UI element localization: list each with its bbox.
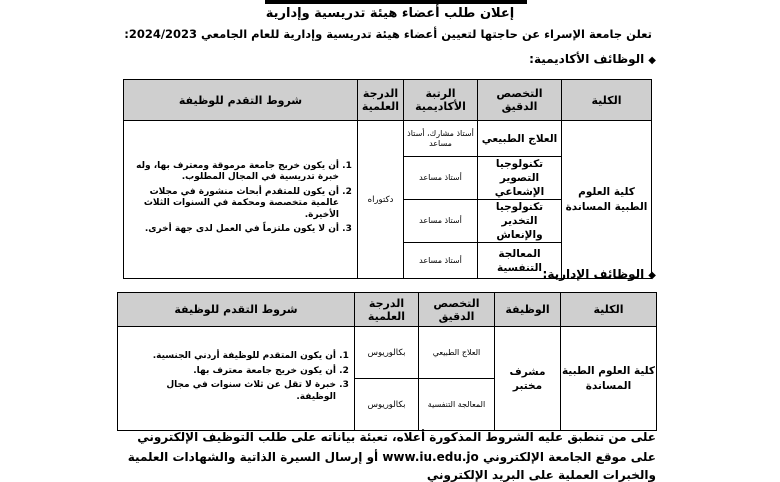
header-specialization: التخصص الدقيق [419, 293, 495, 327]
header-degree: الدرجة العلمية [355, 293, 419, 327]
header-specialization: التخصص الدقيق [478, 80, 562, 121]
specialization-cell: المعالجة التنفسية [419, 379, 495, 431]
closing-line: على موقع الجامعة الإلكتروني www.iu.edu.jo أو إرسال السيرة الذاتية والشهادات العلمية [127, 450, 656, 464]
college-cell: كلية العلوم الطبية المساندة [561, 327, 657, 431]
table-header-row [118, 293, 657, 327]
header-college: الكلية [562, 80, 652, 121]
rank-cell: أستاذ مساعد [404, 200, 478, 243]
rank-cell: أستاذ مساعد [404, 243, 478, 279]
job-cell: مشرف مختبر [495, 327, 561, 431]
admin-section-heading [543, 267, 656, 281]
specialization-cell: العلاج الطبيعي [419, 327, 495, 379]
closing-line: والخبرات العملية على البريد الإلكتروني [426, 468, 656, 482]
degree-cell: بكالوريوس [355, 379, 419, 431]
table-row [124, 121, 652, 157]
condition-item: 1. أن يكون خريج جامعة مرموقة ومعترف بها، وله خبرة تدريسية في المجال المطلوب. [130, 161, 339, 184]
condition-item: 3. أن لا يكون ملتزماً في العمل لدى جهة أخرى. [130, 224, 339, 236]
top-rule [265, 0, 527, 4]
conditions-list [118, 351, 354, 403]
academic-heading-label: الوظائف الأكاديمية: [529, 52, 645, 66]
header-college: الكلية [561, 293, 657, 327]
admin-heading-label: الوظائف الإدارية: [542, 267, 645, 281]
header-conditions: شروط التقدم للوظيفة [118, 293, 355, 327]
table-row [118, 327, 657, 379]
closing-line: على من تنطبق عليه الشروط المذكورة أعلاه، تعبئة بياناته على طلب التوظيف الإلكتروني [137, 430, 656, 444]
degree-cell: دكتوراه [358, 121, 404, 279]
conditions-list [124, 161, 357, 236]
specialization-cell: تكنولوجيا التصوير الإشعاعي [478, 157, 562, 200]
specialization-cell: العلاج الطبيعي [478, 121, 562, 157]
page-title: إعلان طلب أعضاء هيئة تدريسية وإدارية [265, 6, 515, 21]
bullet-icon: ◆ [648, 270, 656, 281]
specialization-cell: تكنولوجيا التخدير والإنعاش [478, 200, 562, 243]
rank-cell: أستاذ مشارك، أستاذ مساعد [404, 121, 478, 157]
conditions-cell [118, 327, 355, 431]
college-cell: كلية العلوم الطبية المساندة [562, 121, 652, 279]
condition-item: 3. خبرة لا تقل عن ثلاث سنوات في مجال الوظيفة. [124, 380, 336, 403]
condition-item: 2. أن يكون للمتقدم أبحاث منشورة في مجلات عالمية متخصصة ومحكمة في السنوات الثلاث الأخيرة. [130, 187, 339, 222]
header-conditions: شروط التقدم للوظيفة [124, 80, 358, 121]
admin-jobs-table [117, 292, 657, 431]
bullet-icon: ◆ [648, 55, 656, 66]
intro-text: تعلن جامعة الإسراء عن حاجتها لتعيين أعضاء هيئة تدريسية وإدارية للعام الجامعي 2024/2023: [124, 27, 652, 41]
rank-cell: أستاذ مساعد [404, 157, 478, 200]
table-header-row [124, 80, 652, 121]
condition-item: 2. أن يكون خريج جامعة معترف بها. [124, 366, 336, 378]
specialization-cell: المعالجة التنفسية [478, 243, 562, 279]
conditions-cell [124, 121, 358, 279]
header-job: الوظيفة [495, 293, 561, 327]
academic-jobs-table [123, 79, 652, 279]
degree-cell: بكالوريوس [355, 327, 419, 379]
header-degree: الدرجة العلمية [358, 80, 404, 121]
academic-section-heading [529, 52, 656, 66]
header-rank: الرتبة الأكاديمية [404, 80, 478, 121]
condition-item: 1. أن يكون المتقدم للوظيفة أردني الجنسية. [124, 351, 336, 363]
